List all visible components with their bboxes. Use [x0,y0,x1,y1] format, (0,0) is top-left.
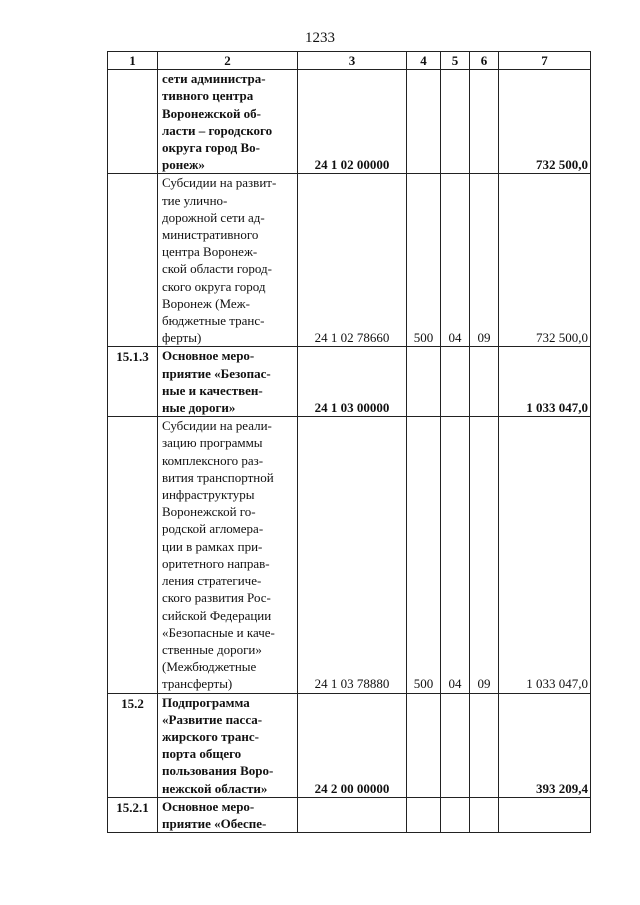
row-col5-cell [441,693,470,797]
table-row [108,347,591,417]
row-amount-cell [499,797,591,832]
table-row [108,797,591,832]
row-col4-cell [407,693,441,797]
row-name-cell [158,797,298,832]
row-col5-cell [441,347,470,417]
header-col-2: 2 [158,52,298,70]
row-col4-cell [407,70,441,174]
row-col6-cell [470,693,499,797]
table-row [108,174,591,347]
row-number-cell [108,174,158,347]
row-col5-cell [441,70,470,174]
row-col6-cell [470,797,499,832]
row-number-cell: 15.2.1 [108,797,158,832]
row-col5-cell: 04 [441,174,470,347]
row-code-cell: 24 2 00 00000 [298,693,407,797]
row-name-text: Субсидии на развит- тие улично- дорожной сети ад- министративного центра Воронеж- ской области город- ского округа город Воронеж (Меж- бюджетные транс- ферты) [162,175,277,346]
row-number-cell: 15.2 [108,693,158,797]
row-name-cell [158,417,298,693]
row-amount-cell: 732 500,0 [499,174,591,347]
row-col5-cell [441,797,470,832]
header-col-5: 5 [441,52,470,70]
header-col-1: 1 [108,52,158,70]
row-code-cell: 24 1 02 78660 [298,174,407,347]
row-code-cell: 24 1 03 00000 [298,347,407,417]
row-code-cell: 24 1 03 78880 [298,417,407,693]
row-col5-cell: 04 [441,417,470,693]
row-amount-cell: 1 033 047,0 [499,347,591,417]
table-row [108,417,591,693]
row-col4-cell: 500 [407,417,441,693]
row-name-text: Подпрограмма «Развитие пасса- жирского транс- порта общего пользования Воро- нежской области» [162,694,274,796]
row-col6-cell: 09 [470,417,499,693]
row-col4-cell: 500 [407,174,441,347]
table-row [108,70,591,174]
row-amount-cell: 393 209,4 [499,693,591,797]
row-name-cell [158,70,298,174]
header-col-7: 7 [499,52,591,70]
table-row [108,693,591,797]
row-name-cell [158,693,298,797]
row-col4-cell [407,347,441,417]
row-name-text: сети администра- тивного центра Воронежской об- ласти – городского округа город Во- ронеж» [162,71,273,173]
row-col6-cell [470,70,499,174]
page-number: 1233 [305,30,335,46]
row-name-cell [158,347,298,417]
row-name-cell [158,174,298,347]
row-code-cell [298,797,407,832]
row-col4-cell [407,797,441,832]
row-col6-cell: 09 [470,174,499,347]
row-name-text: Субсидии на реали- зацию программы комплексного раз- вития транспортной инфраструктуры Воронежской го- родской агломера- ции в рамках при- оритетного направ- ления стратегиче- ского развития Рос- сийской Федерации «Безопасные и каче- ственные дороги» (Межбюджетные трансферты) [162,418,275,692]
row-amount-cell: 1 033 047,0 [499,417,591,693]
header-col-3: 3 [298,52,407,70]
header-col-6: 6 [470,52,499,70]
row-number-cell: 15.1.3 [108,347,158,417]
row-code-cell: 24 1 02 00000 [298,70,407,174]
budget-table [107,51,591,833]
row-number-cell [108,417,158,693]
row-number-cell [108,70,158,174]
row-name-text: Основное меро- приятие «Безопас- ные и качествен- ные дороги» [162,348,271,416]
row-name-text: Основное меро- приятие «Обеспе- [162,798,267,831]
row-amount-cell: 732 500,0 [499,70,591,174]
row-col6-cell [470,347,499,417]
header-col-4: 4 [407,52,441,70]
table-header-row [108,52,591,70]
